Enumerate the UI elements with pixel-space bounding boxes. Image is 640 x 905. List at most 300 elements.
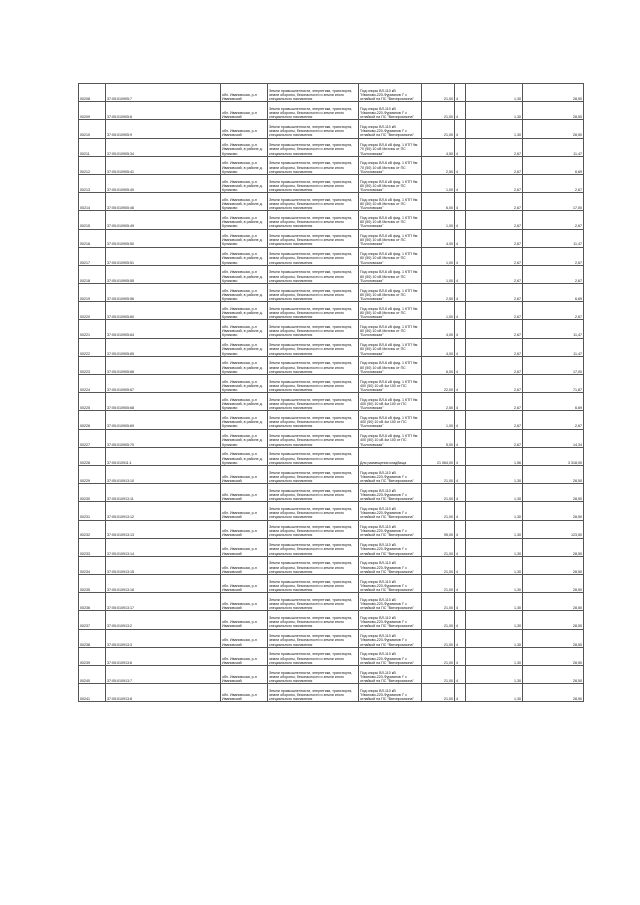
sum-cell-text: 17,00 [573, 206, 582, 211]
row-number [79, 375, 106, 393]
purpose-cell-text: Под опоры ВЛ-110 кВ "Иваново-220-Фурманов I" с отпайкой на ПС "Вятопромзона" [360, 106, 414, 120]
unit-cell [455, 211, 466, 229]
address-cell-text: обл. Ивановская, р-н Ивановский [222, 692, 257, 702]
land-category-cell [268, 193, 359, 211]
purpose-cell [359, 174, 422, 192]
unit-cell-text: 4 [456, 588, 458, 593]
unit-cell-text: 4 [456, 96, 458, 101]
table-row [79, 193, 584, 211]
unit-cell [455, 647, 466, 665]
land-category-cell [268, 538, 359, 556]
land-category-cell-text: Земли промышленности, энергетики, транспорта, земли обороны, безопасности и земли иного специального назначения [269, 106, 353, 120]
unit-cell [455, 356, 466, 374]
address-cell-text: обл. Ивановская, р-н Ивановский, в районе д. Куликово [222, 270, 263, 283]
cadastral-number-text: 37:05:010913:15 [107, 569, 134, 574]
land-category-cell [268, 156, 359, 174]
land-category-cell-text: Земли промышленности, энергетики, транспорта, земли обороны, безопасности и земли иного специального назначения [269, 215, 353, 229]
table-row [79, 211, 584, 229]
rate-cell [466, 174, 523, 192]
land-category-cell-text: Земли промышленности, энергетики, транспорта, земли обороны, безопасности и земли иного специального назначения [269, 288, 353, 302]
land-category-cell-text: Земли промышленности, энергетики, транспорта, земли обороны, безопасности и земли иного специального назначения [269, 652, 353, 665]
rate-cell-text: 2,67 [514, 406, 521, 411]
unit-cell [455, 247, 466, 265]
area-cell-text: 6,00 [446, 206, 453, 211]
sum-cell [523, 484, 584, 502]
area-cell-text: 2,50 [446, 169, 453, 174]
address-cell-text: обл. Ивановская, р-н Ивановский, в районе д. Куликово [222, 143, 263, 156]
purpose-cell-text: Под опоры ВЛ-110 кВ "Иваново-220-Фурманов I" с отпайкой на ПС "Вятопромзона" [360, 597, 414, 611]
cadastral-number-text: 37:05:010905:69 [107, 424, 134, 429]
address-cell [221, 429, 268, 447]
address-cell-text: обл. Ивановская, р-н Ивановский, в районе д. Куликово [222, 452, 263, 465]
address-cell-text: обл. Ивановская, р-н Ивановский, в районе д. Куликово [222, 161, 263, 174]
row-number-text: 00236 [80, 606, 90, 611]
unit-cell-text: 4 [456, 533, 458, 538]
address-cell [221, 647, 268, 665]
sum-cell-text: 28,50 [573, 697, 582, 702]
sum-cell-text: 28,50 [573, 133, 582, 138]
purpose-cell [359, 447, 422, 465]
purpose-cell [359, 284, 422, 302]
area-cell-text: 4,00 [446, 351, 453, 356]
purpose-cell [359, 502, 422, 520]
sum-cell-text: 2,67 [575, 315, 582, 320]
area-cell-text: 21,00 [444, 515, 453, 520]
unit-cell [455, 156, 466, 174]
unit-cell [455, 302, 466, 320]
rate-cell [466, 411, 523, 429]
purpose-cell [359, 465, 422, 483]
unit-cell [455, 284, 466, 302]
table-row [79, 393, 584, 411]
sum-cell [523, 320, 584, 338]
land-category-cell [268, 593, 359, 611]
row-number-text: 00225 [80, 406, 90, 411]
land-category-cell [268, 666, 359, 684]
table-row [79, 302, 584, 320]
table-row [79, 447, 584, 465]
sum-cell [523, 211, 584, 229]
land-category-cell-text: Земли промышленности, энергетики, транспорта, земли обороны, безопасности и земли иного специального назначения [269, 325, 353, 338]
sum-cell [523, 502, 584, 520]
purpose-cell-text: Под опоры ВЛ-6 кВ фид. 1 КТП 9м 80 (50) 10 кВ Митсюк от ПС "Бологовская" [360, 343, 418, 356]
rate-cell-text: 1,30 [514, 660, 521, 665]
row-number [79, 611, 106, 629]
address-cell [221, 375, 268, 393]
land-category-cell-text: Земли промышленности, энергетики, транспорта, земли обороны, безопасности и земли иного специального назначения [269, 361, 353, 374]
address-cell [221, 84, 268, 102]
cadastral-number-text: 37:05:010913:17 [107, 606, 134, 611]
address-cell [221, 138, 268, 156]
purpose-cell [359, 647, 422, 665]
sum-cell-text: 2,67 [575, 424, 582, 429]
address-cell-text: обл. Ивановская, р-н Ивановский, в районе д. Куликово [222, 325, 263, 338]
row-number-text: 00216 [80, 242, 90, 247]
unit-cell-text: 4 [456, 642, 458, 647]
cadastral-number-text: 37:05:010905:7 [107, 96, 132, 101]
address-cell-text: обл. Ивановская, р-н Ивановский, в районе д. Куликово [222, 252, 263, 265]
land-category-cell [268, 120, 359, 138]
rate-cell [466, 556, 523, 574]
sum-cell-text: 28,50 [573, 96, 582, 101]
unit-cell [455, 84, 466, 102]
cadastral-number-text: 37:05:010913:11 [107, 497, 134, 502]
rate-cell-text: 1,30 [514, 96, 521, 101]
sum-cell-text: 28,50 [573, 624, 582, 629]
purpose-cell [359, 429, 422, 447]
land-category-cell [268, 393, 359, 411]
rate-cell [466, 84, 523, 102]
sum-cell [523, 538, 584, 556]
cadastral-number [106, 429, 221, 447]
rate-cell [466, 666, 523, 684]
land-category-cell [268, 429, 359, 447]
cadastral-number-text: 37:05:010913:12 [107, 515, 134, 520]
land-category-cell-text: Земли промышленности, энергетики, транспорта, земли обороны, безопасности и земли иного специального назначения [269, 415, 353, 429]
sum-cell [523, 265, 584, 283]
area-cell [422, 247, 455, 265]
unit-cell-text: 4 [456, 387, 458, 392]
cadastral-number-text: 37:05:010905:40 [107, 187, 134, 192]
area-cell [422, 156, 455, 174]
purpose-cell-text: Под опоры ВЛ-6 кВ фид. 1 КТП 9м 80 (50) 10 кВ Митсюк от ПС "Бологовская" [360, 361, 418, 374]
area-cell [422, 193, 455, 211]
sum-cell-text: 28,50 [573, 478, 582, 483]
address-cell-text: обл. Ивановская, р-н Ивановский [222, 511, 257, 520]
land-category-cell-text: Земли промышленности, энергетики, транспорта, земли обороны, безопасности и земли иного специального назначения [269, 252, 353, 265]
rate-cell-text: 2,67 [514, 424, 521, 429]
cadastral-number-text: 37:05:010905:9 [107, 133, 132, 138]
sum-cell [523, 411, 584, 429]
unit-cell [455, 666, 466, 684]
rate-cell [466, 593, 523, 611]
cadastral-number [106, 411, 221, 429]
rate-cell-text: 1,30 [514, 133, 521, 138]
land-category-cell-text: Земли промышленности, энергетики, транспорта, земли обороны, безопасности и земли иного специального назначения [269, 161, 353, 174]
land-category-cell [268, 575, 359, 593]
cadastral-number-text: 37:05:010905:67 [107, 387, 134, 392]
land-category-cell-text: Земли промышленности, энергетики, транспорта, земли обороны, безопасности и земли иного специального назначения [269, 506, 353, 520]
purpose-cell-text: Под опоры ВЛ-110 кВ "Иваново-220-Фурманов I" с отпайкой на ПС "Вятопромзона" [360, 470, 414, 483]
area-cell [422, 265, 455, 283]
land-category-cell [268, 556, 359, 574]
cadastral-number-text: 37:05:010905:49 [107, 224, 134, 229]
area-cell-text: 2,50 [446, 406, 453, 411]
unit-cell-text: 4 [456, 206, 458, 211]
area-cell [422, 229, 455, 247]
area-cell-text: 21,00 [444, 697, 453, 702]
purpose-cell [359, 593, 422, 611]
land-category-cell [268, 684, 359, 702]
cadastral-number [106, 193, 221, 211]
land-category-cell-text: Земли промышленности, энергетики, транспорта, земли обороны, безопасности и земли иного специального назначения [269, 234, 353, 247]
row-number-text: 00234 [80, 569, 90, 574]
purpose-cell [359, 265, 422, 283]
table-row [79, 556, 584, 574]
land-category-cell [268, 265, 359, 283]
cadastral-number-text: 37:05:010905:60 [107, 315, 134, 320]
purpose-cell-text: Под опоры ВЛ-6 кВ фид. 1 КТП 9м 70 (50) 10 кВ Митсюк от ПС "Бологовская" [360, 161, 418, 174]
row-number [79, 84, 106, 102]
address-cell [221, 265, 268, 283]
address-cell-text: обл. Ивановская, р-н Ивановский, в районе д. Куликово [222, 306, 263, 320]
purpose-cell-text: Под опоры ВЛ-110 кВ "Иваново-220-Фурманов I" с отпайкой на ПС "Вятопромзона" [360, 488, 414, 502]
purpose-cell-text: Под опоры ВЛ-6 кВ фид. 1 КТП 9м 80 (50) 10 кВ Митсюк от ПС "Бологовская" [360, 179, 418, 192]
rate-cell-text: 2,67 [514, 333, 521, 338]
sum-cell-text: 2,67 [575, 224, 582, 229]
area-cell [422, 520, 455, 538]
purpose-cell-text: Под опоры ВЛ-110 кВ "Иваново-220-Фурманов I" с отпайкой на ПС "Вятопромзона" [360, 124, 414, 138]
rate-cell-text: 2,67 [514, 351, 521, 356]
address-cell-text: обл. Ивановская, р-н Ивановский, в районе д. Куликово [222, 197, 263, 211]
address-cell-text: обл. Ивановская, р-н Ивановский [222, 129, 257, 138]
table-row [79, 247, 584, 265]
row-number-text: 00208 [80, 96, 90, 101]
cadastral-number [106, 284, 221, 302]
land-category-cell [268, 211, 359, 229]
rate-cell [466, 629, 523, 647]
row-number [79, 556, 106, 574]
land-category-cell-text: Земли промышленности, энергетики, транспорта, земли обороны, безопасности и земли иного специального назначения [269, 561, 353, 574]
address-cell [221, 284, 268, 302]
address-cell-text: обл. Ивановская, р-н Ивановский, в районе д. Куликово [222, 379, 263, 392]
cadastral-number [106, 684, 221, 702]
address-cell [221, 666, 268, 684]
purpose-cell [359, 120, 422, 138]
sum-cell-text: 71,87 [573, 387, 582, 392]
row-number [79, 429, 106, 447]
row-number-text: 00227 [80, 442, 90, 447]
area-cell [422, 611, 455, 629]
unit-cell-text: 4 [456, 369, 458, 374]
purpose-cell [359, 302, 422, 320]
purpose-cell [359, 193, 422, 211]
purpose-cell [359, 556, 422, 574]
sum-cell [523, 611, 584, 629]
table-row [79, 375, 584, 393]
row-number [79, 647, 106, 665]
land-category-cell [268, 138, 359, 156]
area-cell [422, 429, 455, 447]
rate-cell-text: 2,67 [514, 278, 521, 283]
land-category-cell [268, 320, 359, 338]
area-cell [422, 284, 455, 302]
row-number [79, 211, 106, 229]
area-cell [422, 302, 455, 320]
rate-cell-text: 1,30 [514, 533, 521, 538]
row-number-text: 00237 [80, 624, 90, 629]
address-cell [221, 193, 268, 211]
purpose-cell [359, 375, 422, 393]
sum-cell [523, 247, 584, 265]
cadastral-number-text: 37:05:010905:50 [107, 242, 134, 247]
rate-cell-text: 1,30 [514, 678, 521, 683]
sum-cell-text: 28,50 [573, 515, 582, 520]
purpose-cell [359, 102, 422, 120]
land-category-cell [268, 229, 359, 247]
land-category-cell-text: Земли промышленности, энергетики, транспорта, земли обороны, безопасности и земли иного специального назначения [269, 670, 353, 683]
address-cell [221, 538, 268, 556]
row-number [79, 102, 106, 120]
unit-cell [455, 447, 466, 465]
table-row [79, 138, 584, 156]
cadastral-number-text: 37:05:010905:55 [107, 278, 134, 283]
address-cell [221, 247, 268, 265]
row-number-text: 00232 [80, 533, 90, 538]
unit-cell [455, 684, 466, 702]
sum-cell [523, 375, 584, 393]
land-category-cell-text: Земли промышленности, энергетики, транспорта, земли обороны, безопасности и земли иного специального назначения [269, 397, 353, 411]
address-cell [221, 556, 268, 574]
table-row [79, 684, 584, 702]
cadastral-number-text: 37:05:010913:10 [107, 478, 134, 483]
cadastral-number [106, 338, 221, 356]
rate-cell-text: 1,30 [514, 515, 521, 520]
unit-cell-text: 4 [456, 697, 458, 702]
sum-cell-text: 11,47 [573, 351, 582, 356]
sum-cell [523, 593, 584, 611]
address-cell [221, 320, 268, 338]
row-number [79, 265, 106, 283]
purpose-cell-text: Под опоры ВЛ-110 кВ "Иваново-220-Фурманов I" с отпайкой на ПС "Вятопромзона" [360, 652, 414, 665]
unit-cell [455, 393, 466, 411]
unit-cell [455, 520, 466, 538]
row-number-text: 00240 [80, 678, 90, 683]
purpose-cell-text: Под опоры ВЛ-110 кВ "Иваново-220-Фурманов I" с отпайкой на ПС "Вятопромзона" [360, 543, 414, 556]
land-category-cell-text: Земли промышленности, энергетики, транспорта, земли обороны, безопасности и земли иного специального назначения [269, 525, 353, 538]
unit-cell-text: 4 [456, 406, 458, 411]
cadastral-number-text: 37:05:010905:66 [107, 369, 134, 374]
row-number-text: 00209 [80, 115, 90, 120]
cadastral-number-text: 37:05:010913:8 [107, 697, 132, 702]
sum-cell [523, 447, 584, 465]
land-category-cell-text: Земли промышленности, энергетики, транспорта, земли обороны, безопасности и земли иного специального назначения [269, 270, 353, 283]
table-row [79, 611, 584, 629]
cadastral-number-text: 37:05:010913:13 [107, 533, 134, 538]
table-body [79, 84, 584, 702]
land-category-cell-text: Земли промышленности, энергетики, транспорта, земли обороны, безопасности и земли иного специального назначения [269, 179, 353, 192]
cadastral-number-text: 37:05:010905:65 [107, 351, 134, 356]
row-number [79, 411, 106, 429]
cadastral-number-text: 37:05:010913:2 [107, 624, 132, 629]
land-category-cell-text: Земли промышленности, энергетики, транспорта, земли обороны, безопасности и земли иного специального назначения [269, 143, 353, 156]
address-cell [221, 575, 268, 593]
rate-cell [466, 575, 523, 593]
area-cell-text: 21,00 [444, 551, 453, 556]
land-category-cell [268, 647, 359, 665]
address-cell-text: обл. Ивановская, р-н Ивановский [222, 620, 257, 629]
sum-cell [523, 393, 584, 411]
unit-cell [455, 593, 466, 611]
land-category-cell-text: Земли промышленности, энергетики, транспорта, земли обороны, безопасности и земли иного специального назначения [269, 197, 353, 211]
purpose-cell-text: Под опоры ВЛ-110 кВ "Иваново-220-Фурманов I" с отпайкой на ПС "Вятопромзона" [360, 579, 414, 593]
rate-cell [466, 193, 523, 211]
rate-cell [466, 120, 523, 138]
unit-cell [455, 429, 466, 447]
area-cell [422, 593, 455, 611]
row-number-text: 00231 [80, 515, 90, 520]
area-cell-text: 21,00 [444, 660, 453, 665]
address-cell [221, 156, 268, 174]
address-cell [221, 502, 268, 520]
cadastral-number [106, 629, 221, 647]
unit-cell [455, 484, 466, 502]
sum-cell-text: 28,50 [573, 569, 582, 574]
land-category-cell-text: Земли промышленности, энергетики, транспорта, земли обороны, безопасности и земли иного специального назначения [269, 634, 353, 647]
purpose-cell [359, 520, 422, 538]
sum-cell [523, 229, 584, 247]
rate-cell [466, 320, 523, 338]
purpose-cell-text: Под опоры ВЛ-110 кВ "Иваново-220-Фурманов I" с отпайкой на ПС "Вятопромзона" [360, 634, 414, 647]
unit-cell-text: 4 [456, 442, 458, 447]
sum-cell [523, 138, 584, 156]
land-category-cell-text: Земли промышленности, энергетики, транспорта, земли обороны, безопасности и земли иного специального назначения [269, 616, 353, 629]
cadastral-number-text: 37:05:010905:8 [107, 115, 132, 120]
cadastral-number [106, 156, 221, 174]
unit-cell-text: 4 [456, 224, 458, 229]
row-number-text: 00241 [80, 697, 90, 702]
row-number-text: 00226 [80, 424, 90, 429]
rate-cell [466, 684, 523, 702]
row-number [79, 520, 106, 538]
row-number-text: 00230 [80, 497, 90, 502]
address-cell-text: обл. Ивановская, р-н Ивановский, в районе д. Куликово [222, 434, 263, 447]
purpose-cell-text: Под опоры ВЛ-110 кВ "Иваново-220-Фурманов I" с отпайкой на ПС "Вятопромзона" [360, 525, 414, 538]
land-category-cell-text: Земли промышленности, энергетики, транспорта, земли обороны, безопасности и земли иного специального назначения [269, 470, 353, 483]
address-cell-text: обл. Ивановская, р-н Ивановский [222, 492, 257, 502]
address-cell [221, 611, 268, 629]
land-category-cell-text: Земли промышленности, энергетики, транспорта, земли обороны, безопасности и земли иного специального назначения [269, 88, 353, 101]
area-cell [422, 393, 455, 411]
rate-cell [466, 429, 523, 447]
area-cell [422, 538, 455, 556]
purpose-cell [359, 575, 422, 593]
cadastral-number [106, 520, 221, 538]
address-cell-text: обл. Ивановская, р-н Ивановский, в районе д. Куликово [222, 415, 263, 429]
sum-cell [523, 556, 584, 574]
purpose-cell-text: Под опоры ВЛ-110 кВ "Иваново-220-Фурманов I" с отпайкой на ПС "Вятопромзона" [360, 670, 414, 683]
purpose-cell [359, 356, 422, 374]
area-cell [422, 465, 455, 483]
unit-cell-text: 4 [456, 133, 458, 138]
rate-cell [466, 302, 523, 320]
unit-cell-text: 4 [456, 297, 458, 302]
row-number-text: 00228 [80, 460, 90, 465]
area-cell [422, 647, 455, 665]
table-row [79, 575, 584, 593]
area-cell-text: 1,00 [446, 224, 453, 229]
table-row [79, 102, 584, 120]
row-number-text: 00235 [80, 588, 90, 593]
unit-cell [455, 138, 466, 156]
unit-cell-text: 4 [456, 187, 458, 192]
table-row [79, 429, 584, 447]
unit-cell [455, 465, 466, 483]
unit-cell-text: 4 [456, 351, 458, 356]
row-number-text: 00214 [80, 206, 90, 211]
table-row [79, 502, 584, 520]
rate-cell [466, 229, 523, 247]
rate-cell-text: 2,67 [514, 297, 521, 302]
address-cell [221, 484, 268, 502]
cadastral-number [106, 174, 221, 192]
land-category-cell [268, 247, 359, 265]
table-row [79, 593, 584, 611]
row-number-text: 00213 [80, 187, 90, 192]
sum-cell-text: 17,00 [573, 369, 582, 374]
row-number-text: 00215 [80, 224, 90, 229]
address-cell-text: обл. Ивановская, р-н Ивановский, в районе д. Куликово [222, 397, 263, 411]
